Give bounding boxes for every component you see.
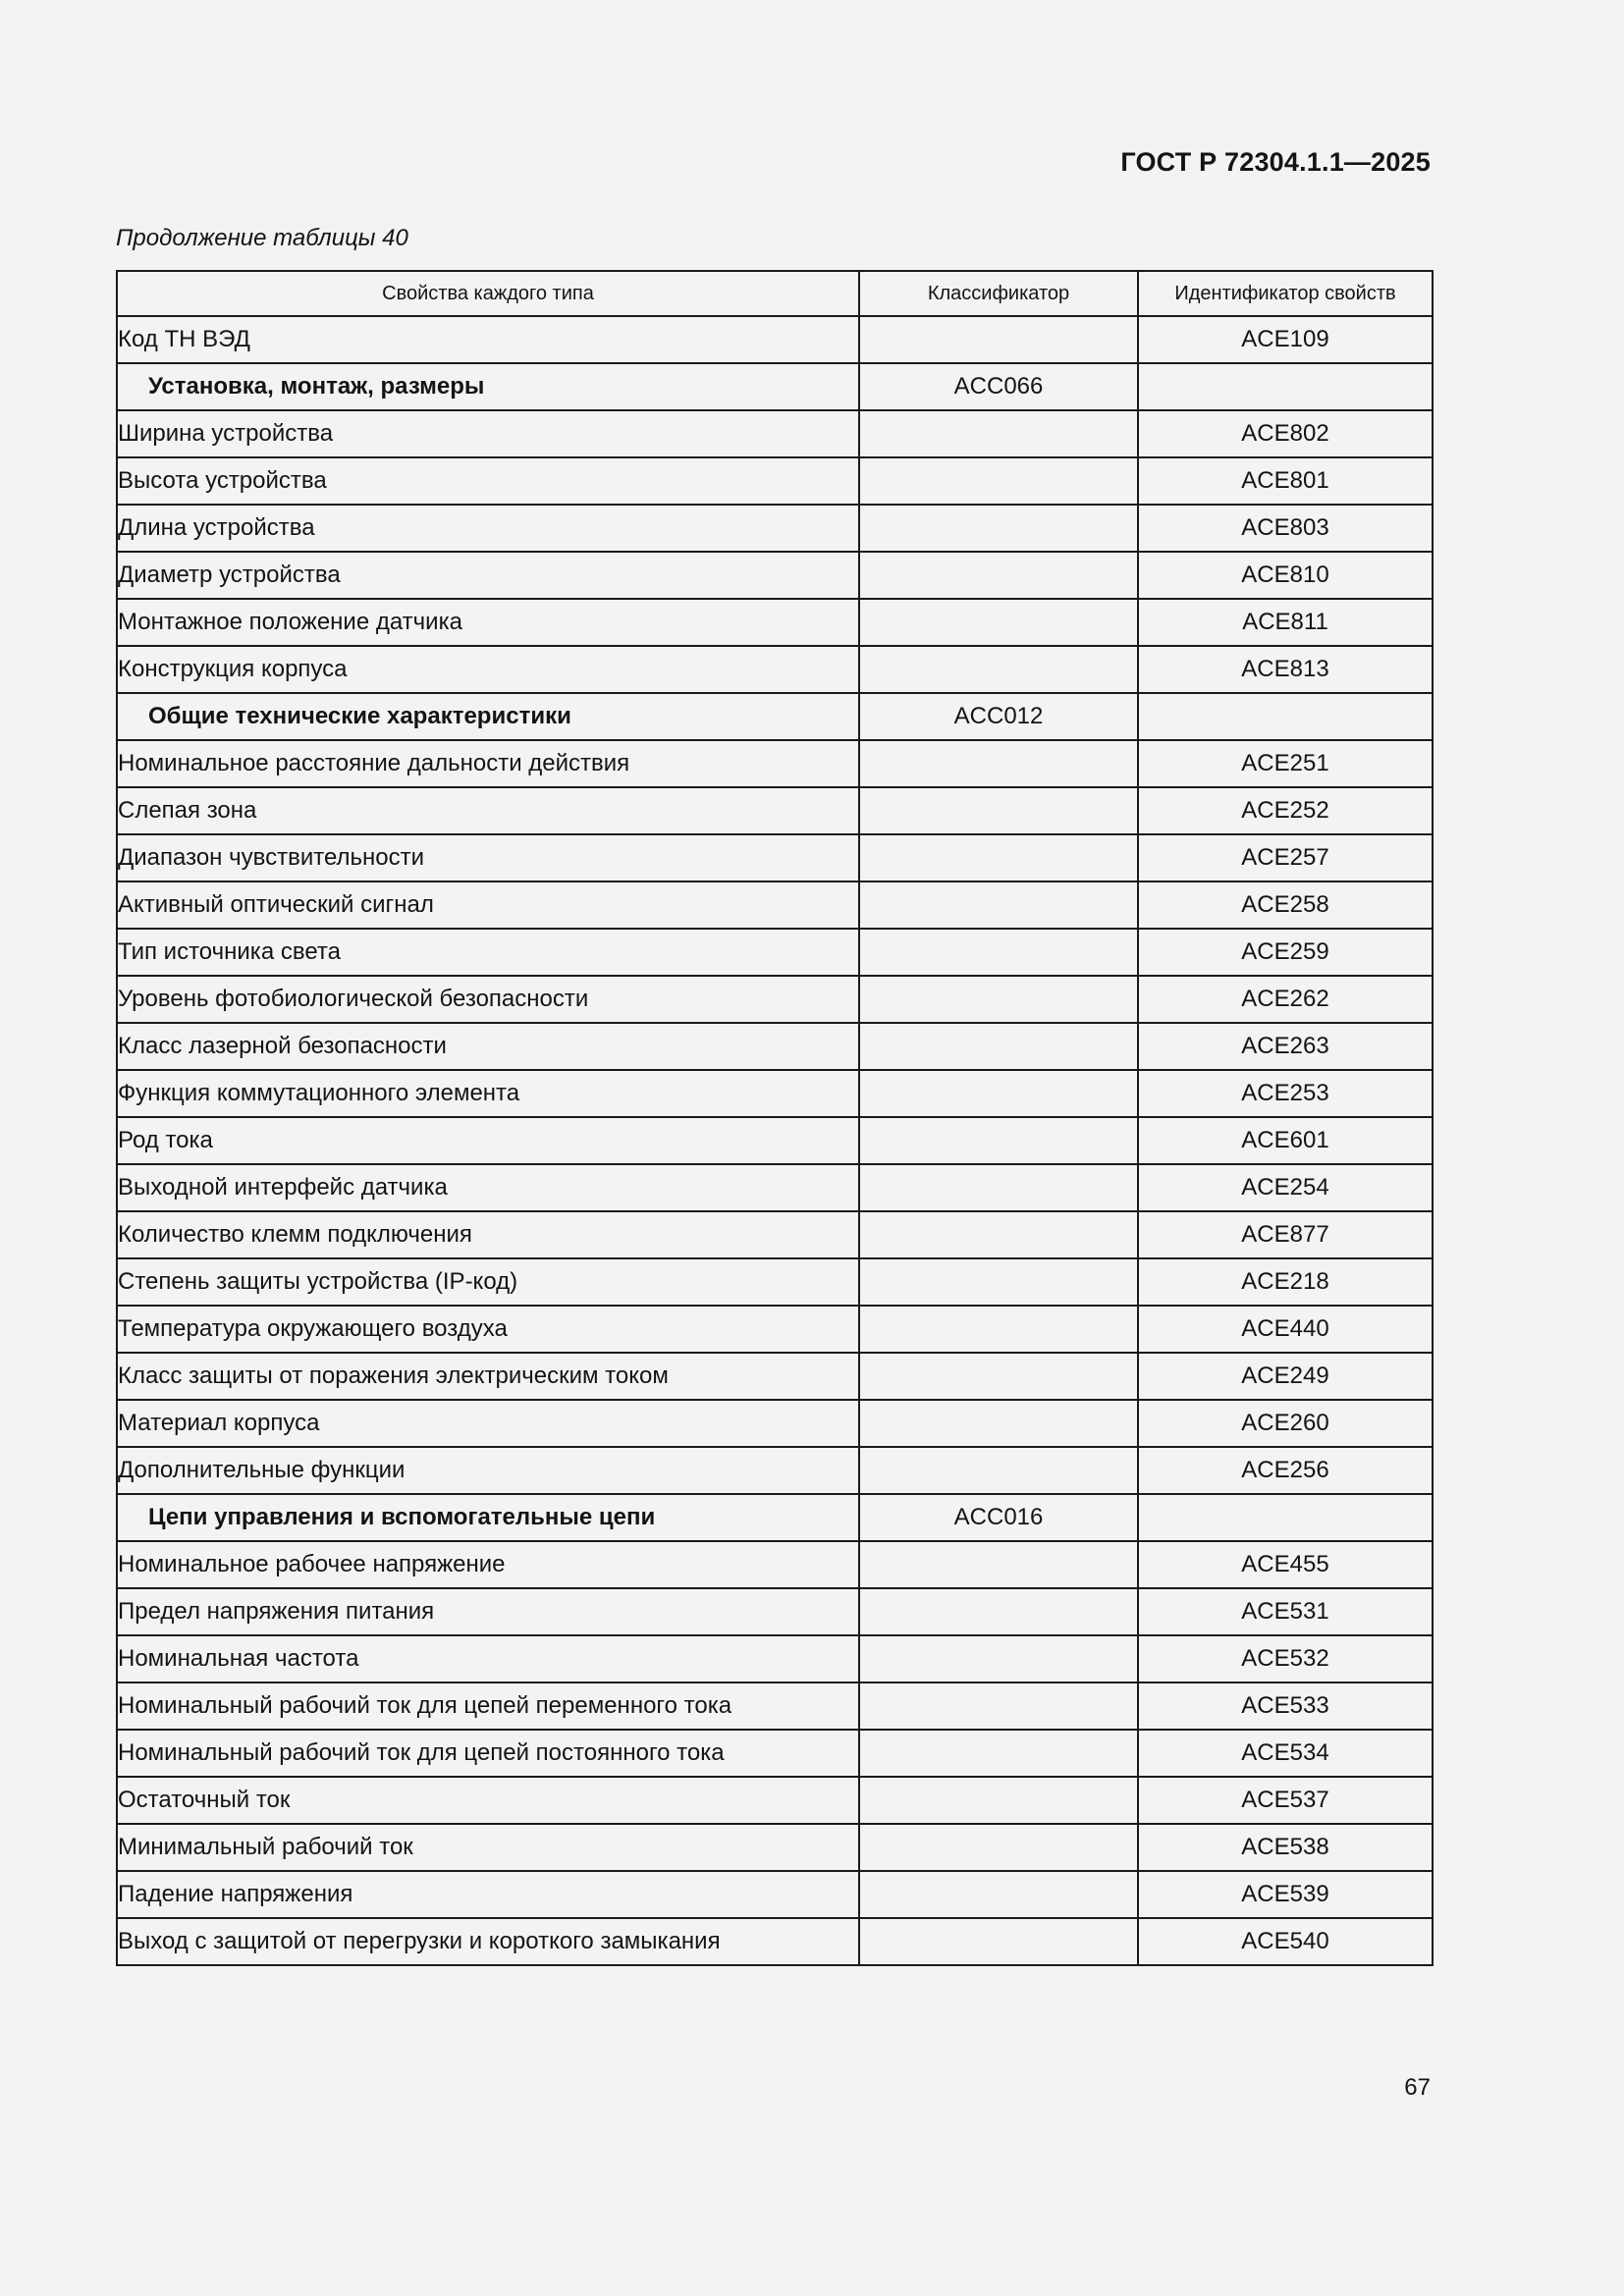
column-header-property-id: Идентификатор свойств [1138,271,1433,316]
property-name-cell: Материал корпуса [117,1400,859,1447]
property-id-cell: ACE813 [1138,646,1433,693]
property-id-cell: ACE440 [1138,1306,1433,1353]
property-name-cell: Диаметр устройства [117,552,859,599]
classifier-cell [859,1400,1138,1447]
table-row [117,1824,1433,1871]
property-id-cell: ACE253 [1138,1070,1433,1117]
property-name-cell: Количество клемм подключения [117,1211,859,1258]
table-row [117,881,1433,929]
classifier-cell [859,505,1138,552]
classifier-cell [859,457,1138,505]
property-name-cell: Установка, монтаж, размеры [117,363,859,410]
property-id-cell: ACE539 [1138,1871,1433,1918]
table-row [117,1117,1433,1164]
property-name-cell: Номинальная частота [117,1635,859,1682]
classifier-cell [859,1730,1138,1777]
property-id-cell: ACE251 [1138,740,1433,787]
property-id-cell: ACE254 [1138,1164,1433,1211]
property-name-cell: Выходной интерфейс датчика [117,1164,859,1211]
property-name-cell: Выход с защитой от перегрузки и короткого замыкания [117,1918,859,1965]
table-row [117,457,1433,505]
property-id-cell: ACE263 [1138,1023,1433,1070]
classifier-cell [859,552,1138,599]
property-id-cell: ACE259 [1138,929,1433,976]
property-name-cell: Тип источника света [117,929,859,976]
classifier-cell [859,976,1138,1023]
classifier-cell [859,410,1138,457]
table-row [117,1211,1433,1258]
property-name-cell: Степень защиты устройства (IP-код) [117,1258,859,1306]
property-name-cell: Дополнительные функции [117,1447,859,1494]
classifier-cell: ACC012 [859,693,1138,740]
table-row [117,1400,1433,1447]
property-name-cell: Предел напряжения питания [117,1588,859,1635]
property-id-cell: ACE801 [1138,457,1433,505]
table-row [117,505,1433,552]
property-id-cell: ACE109 [1138,316,1433,363]
table-row [117,1258,1433,1306]
property-name-cell: Номинальный рабочий ток для цепей постоянного тока [117,1730,859,1777]
page-number: 67 [1404,2074,1431,2101]
table-row [117,740,1433,787]
property-name-cell: Ширина устройства [117,410,859,457]
property-name-cell: Монтажное положение датчика [117,599,859,646]
property-id-cell: ACE455 [1138,1541,1433,1588]
table-row [117,552,1433,599]
property-id-cell [1138,1494,1433,1541]
column-header-classifier: Классификатор [859,271,1138,316]
classifier-cell [859,1306,1138,1353]
table-header-row [117,271,1433,316]
classifier-cell [859,834,1138,881]
classifier-cell [859,1211,1138,1258]
classifier-cell [859,316,1138,363]
classifier-cell [859,787,1138,834]
table-row [117,1777,1433,1824]
classifier-cell [859,740,1138,787]
property-name-cell: Род тока [117,1117,859,1164]
table-row [117,1871,1433,1918]
classifier-cell: ACC066 [859,363,1138,410]
classifier-cell [859,1635,1138,1682]
table-row [117,787,1433,834]
table-row [117,1306,1433,1353]
property-id-cell: ACE802 [1138,410,1433,457]
property-id-cell: ACE877 [1138,1211,1433,1258]
property-name-cell: Уровень фотобиологической безопасности [117,976,859,1023]
table-row [117,1918,1433,1965]
property-id-cell: ACE540 [1138,1918,1433,1965]
property-id-cell: ACE256 [1138,1447,1433,1494]
table-row [117,1682,1433,1730]
classifier-cell [859,1258,1138,1306]
classifier-cell [859,1164,1138,1211]
property-id-cell: ACE249 [1138,1353,1433,1400]
table-row [117,929,1433,976]
property-name-cell: Падение напряжения [117,1871,859,1918]
table-row [117,1023,1433,1070]
property-id-cell: ACE258 [1138,881,1433,929]
property-name-cell: Номинальное рабочее напряжение [117,1541,859,1588]
classifier-cell [859,1117,1138,1164]
classifier-cell [859,1682,1138,1730]
property-name-cell: Конструкция корпуса [117,646,859,693]
table-row [117,1070,1433,1117]
property-name-cell: Диапазон чувствительности [117,834,859,881]
property-id-cell: ACE538 [1138,1824,1433,1871]
property-name-cell: Класс защиты от поражения электрическим током [117,1353,859,1400]
property-id-cell: ACE601 [1138,1117,1433,1164]
table-group-row [117,363,1433,410]
property-id-cell: ACE534 [1138,1730,1433,1777]
property-name-cell: Слепая зона [117,787,859,834]
table-row [117,1588,1433,1635]
classifier-cell [859,1918,1138,1965]
property-name-cell: Остаточный ток [117,1777,859,1824]
property-id-cell: ACE803 [1138,505,1433,552]
property-id-cell [1138,693,1433,740]
document-code: ГОСТ Р 72304.1.1—2025 [1120,147,1431,177]
property-name-cell: Класс лазерной безопасности [117,1023,859,1070]
classifier-cell [859,929,1138,976]
property-name-cell: Общие технические характеристики [117,693,859,740]
property-id-cell: ACE252 [1138,787,1433,834]
property-id-cell [1138,363,1433,410]
table-row [117,1541,1433,1588]
property-name-cell: Температура окружающего воздуха [117,1306,859,1353]
classifier-cell [859,881,1138,929]
classifier-cell [859,599,1138,646]
classifier-cell [859,1871,1138,1918]
property-name-cell: Длина устройства [117,505,859,552]
table-row [117,1635,1433,1682]
table-row [117,646,1433,693]
classifier-cell [859,1541,1138,1588]
table-row [117,1730,1433,1777]
table-row [117,599,1433,646]
table-row [117,1164,1433,1211]
classifier-cell [859,646,1138,693]
classifier-cell [859,1023,1138,1070]
table-row [117,410,1433,457]
classifier-cell [859,1824,1138,1871]
property-id-cell: ACE810 [1138,552,1433,599]
property-name-cell: Цепи управления и вспомогательные цепи [117,1494,859,1541]
property-id-cell: ACE533 [1138,1682,1433,1730]
property-name-cell: Номинальное расстояние дальности действия [117,740,859,787]
table-row [117,976,1433,1023]
table-row [117,316,1433,363]
table-caption: Продолжение таблицы 40 [116,225,408,251]
classifier-cell [859,1777,1138,1824]
property-name-cell: Минимальный рабочий ток [117,1824,859,1871]
column-header-properties: Свойства каждого типа [117,271,859,316]
table-row [117,1447,1433,1494]
classifier-cell [859,1353,1138,1400]
property-name-cell: Активный оптический сигнал [117,881,859,929]
property-name-cell: Код ТН ВЭД [117,316,859,363]
property-id-cell: ACE218 [1138,1258,1433,1306]
property-name-cell: Высота устройства [117,457,859,505]
classifier-cell [859,1588,1138,1635]
table-row [117,834,1433,881]
table-group-row [117,693,1433,740]
table-row [117,1353,1433,1400]
table-group-row [117,1494,1433,1541]
property-id-cell: ACE257 [1138,834,1433,881]
property-id-cell: ACE531 [1138,1588,1433,1635]
classifier-cell [859,1447,1138,1494]
classifier-cell [859,1070,1138,1117]
table-body [117,316,1433,1965]
classifier-cell: ACC016 [859,1494,1138,1541]
property-id-cell: ACE537 [1138,1777,1433,1824]
property-id-cell: ACE532 [1138,1635,1433,1682]
property-id-cell: ACE811 [1138,599,1433,646]
property-name-cell: Номинальный рабочий ток для цепей переменного тока [117,1682,859,1730]
property-name-cell: Функция коммутационного элемента [117,1070,859,1117]
properties-table [116,270,1434,1966]
property-id-cell: ACE260 [1138,1400,1433,1447]
property-id-cell: ACE262 [1138,976,1433,1023]
